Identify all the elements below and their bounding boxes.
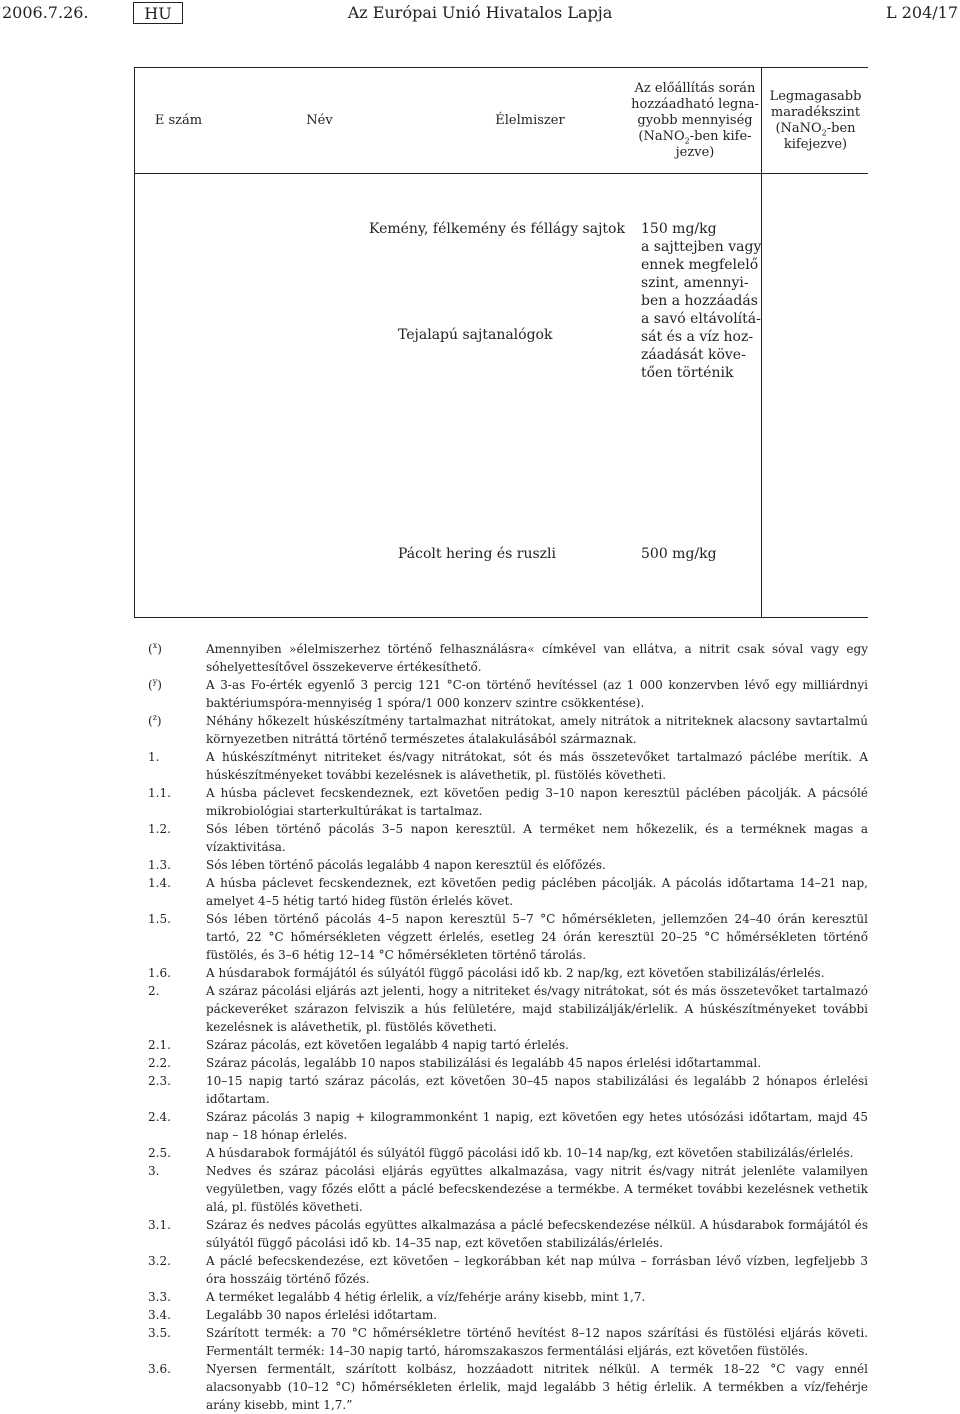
list-item: 2.1. Száraz pácolás, ezt követően legalább 4 napig tartó érlelés. [148,1038,569,1052]
list-item: 2.2. Száraz pácolás, legalább 10 napos stabilizálási és legalább 45 napos érlelési időtartammal. [148,1056,762,1070]
col-header-food: Élelmiszer [495,112,565,128]
publication-date: 2006.7.26. [2,3,89,22]
cheese-max-amount: 150 mg/kg a sajttejben vagy ennek megfelelő szint, amennyi- ben a hozzáadás a savó eltávolítá- sát és a víz hoz- záadását köve- tően történik [641,221,762,381]
list-item: 3. Nedves és száraz pácolási eljárás együttes alkalmazása, vagy nitrit és/vagy nitrát jelenléte valamilyen vegyületben, vagy főzés előtt a páclé befecskendezése a termékbe. A terméket további kezelésnek vethetik alá, pl. füstölés követheti. [148,1164,868,1214]
header-divider [135,173,868,174]
footnote: ($^z$) Néhány hőkezelt húskészítmény tartalmazhat nitrátokat, amely nitrátok a nitriteknek alacsony savtartalmú környezetben nitráttá történő természetes átalakulásából származnak. [148,713,868,746]
list-item: 1.5. Sós lében történő pácolás 4–5 napon keresztül 5–7 °C hőmérsékleten, jellemzően 24–40 órán keresztül tartó, 22 °C hőmérsékleten végzett érlelés, esetleg 24 órán keresztül 20–25 °C hőmérsékleten történő füstölés, és 3–6 hétig 12–14 °C hőmérsékleten történő tárolás. [148,912,868,962]
list-item: 1.3. Sós lében történő pácolás legalább 4 napon keresztül és előfőzés. [148,858,606,872]
food-cheese: Kemény, félkemény és féllágy sajtok [369,221,625,237]
list-item: 3.1. Száraz és nedves pácolás együttes alkalmazása a páclé befecskendezése nélkül. A húsdarabok formájától és súlyától függő pácolási idő kb. 14–35 nap, ezt követően stabilizálás/érlelés. [148,1218,868,1250]
food-cheese-analogue: Tejalapú sajtanalógok [398,327,553,343]
list-item: 1.2. Sós lében történő pácolás 3–5 napon keresztül. A terméket nem hőkezelik, és a terméknek magas a vízaktivitása. [148,822,868,854]
list-item: 2.5. A húsdarabok formájától és súlyától függő pácolási idő kb. 10–14 nap/kg, ezt követően stabilizálás/érlelés. [148,1146,854,1160]
page-number: L 204/17 [886,3,958,22]
list-item: 1.6. A húsdarabok formájától és súlyától függő pácolási idő kb. 2 nap/kg, ezt követően stabilizálás/érlelés. [148,966,825,980]
footnote: ($^y$) A 3-as Fo-érték egyenlő 3 percig 121 °C-on történő hevítéssel (az 1 000 konzervben lévő egy milliárdnyi baktériumspóra-mennyiség 1 spóra/1 000 konzerv szintre csökkentése). [148,677,868,710]
list-item: 3.5. Szárított termék: a 70 °C hőmérsékletre történő hevítést 8–12 napos szárítási és füstölési eljárás követi. Fermentált termék: 14–30 napig tartó, háromszakaszos fermentálási eljárás, ezt követően füstölés. [148,1326,868,1358]
list-item: 1.1. A húsba páclevet fecskendeznek, ezt követően pedig 3–10 napon keresztül páclében pácolják. A pácsólé mikrobiológiai starterkultúrákat is tartalmaz. [148,786,868,818]
food-herring: Pácolt hering és ruszli [398,546,557,562]
journal-title: Az Európai Unió Hivatalos Lapja [347,3,613,22]
col-header-e-number: E szám [154,112,203,128]
list-item: 2.4. Száraz pácolás 3 napig + kilogrammonként 1 napig, ezt követően egy hetes utósózási időtartam, majd 45 nap – 18 hónap érlelés. [148,1110,868,1142]
col-header-name: Név [306,112,333,128]
list-item: 3.6. Nyersen fermentált, szárított kolbász, hozzáadott nitritek nélkül. A termék 18–22 °C vagy ennél alacsonyabb (10–12 °C) hőmérsékleten érlelik, majd legalább 3 hétig érlelik. A termékben a víz/fehérje arány kisebb, mint 1,7.” [148,1362,868,1412]
list-item: 2. A száraz pácolási eljárás azt jelenti, hogy a nitriteket és/vagy nitrátokat, sót és más összetevőket tartalmazó páckeveréket szárazon felviszik a hús felületére, majd stabilizálják/érlelik. A húskészítményeket további kezelésnek is alávethetik, pl. füstölés követheti. [148,984,868,1034]
list-item: 2.3. 10–15 napig tartó száraz pácolás, ezt követően 30–45 napos stabilizálási és legalább 2 hónapos érlelési időtartam. [148,1074,868,1106]
footnote: ($^x$) Amennyiben »élelmiszerhez történő felhasználásra« címkével van ellátva, a nitrit csak sóval vagy egy sóhelyettesítővel összekeverve értékesíthető. [148,641,868,674]
additive-table [134,67,868,618]
list-item: 3.4. Legalább 30 napos érlelési időtartam. [148,1308,438,1322]
col-header-max-residual: Legmagasabb maradékszint (NaNO$_2$-ben kifejezve) [769,88,862,152]
language-badge: HU [133,2,183,24]
page-header [0,0,960,34]
footnotes [148,640,868,1414]
list-item: 3.3. A terméket legalább 4 hétig érlelik, a víz/fehérje arány kisebb, mint 1,7. [148,1290,646,1304]
list-item: 3.2. A páclé befecskendezése, ezt követően – legkorábban két nap múlva – forrásban lévő vízben, legfeljebb 3 óra hosszáig történő főzés. [148,1254,868,1286]
herring-max-amount: 500 mg/kg [641,546,717,562]
list-item: 1. A húskészítményt nitriteket és/vagy nitrátokat, sót és más összetevőket tartalmazó páclébe merítik. A húskészítményeket további kezelésnek is alávethetik, pl. füstölés követheti. [148,750,868,782]
list-item: 1.4. A húsba páclevet fecskendeznek, ezt követően pedig páclében pácolják. A pácolás időtartama 14–21 nap, amelyet 4–5 hétig tartó hideg füstön érlelés követ. [148,876,868,908]
col-header-max-added: Az előállítás során hozzáadható legna- gyobb mennyiség (NaNO$_2$-ben kife- jezve) [631,80,759,160]
